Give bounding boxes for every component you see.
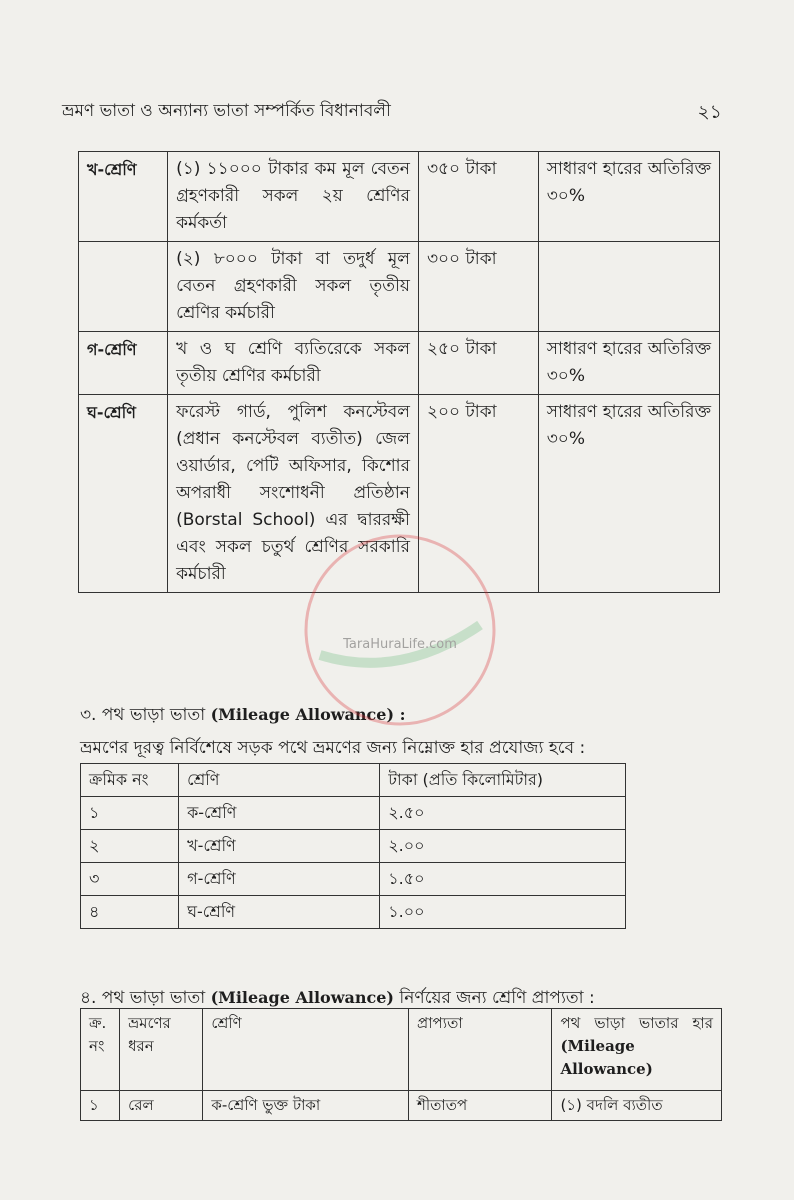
description-cell: (২) ৮০০০ টাকা বা তদুর্ধ মূল বেতন গ্রহণকারী সকল তৃতীয় শ্রেণির কর্মচারী <box>168 242 419 332</box>
rate-cell: (১) বদলি ব্যতীত <box>552 1091 722 1121</box>
grade-cell: খ-শ্রেণি <box>79 152 168 242</box>
header-mileage-rate-bn: পথ ভাড়া ভাতার হার <box>560 1014 713 1032</box>
watermark-logo <box>300 530 500 730</box>
grade-cell: ঘ-শ্রেণি <box>79 395 168 593</box>
table-row <box>79 242 720 332</box>
page-header <box>62 98 722 126</box>
section-3-intro: ভ্রমণের দূরত্ব নির্বিশেষে সড়ক পথে ভ্রমণের জন্য নিম্নোক্ত হার প্রযোজ্য হবে : <box>80 738 586 758</box>
note-cell: সাধারণ হারের অতিরিক্ত ৩০% <box>538 152 719 242</box>
header-title: ভ্রমণ ভাতা ও অন্যান্য ভাতা সম্পর্কিত বিধানাবলী <box>62 101 391 121</box>
note-cell: সাধারণ হারের অতিরিক্ত ৩০% <box>538 395 719 593</box>
daily-allowance-table <box>78 151 720 593</box>
table-row <box>81 863 626 896</box>
serial-cell: ১ <box>81 1091 120 1121</box>
header-entitlement: প্রাপ্যতা <box>409 1009 552 1091</box>
grade-cell: ঘ-শ্রেণি <box>179 896 380 929</box>
header-grade: শ্রেণি <box>179 764 380 797</box>
table-row <box>81 830 626 863</box>
header-mileage-rate-en: (Mileage Allowance) <box>560 1037 653 1078</box>
page-number: ২১ <box>697 101 722 123</box>
header-rate: টাকা (প্রতি কিলোমিটার) <box>380 764 626 797</box>
section-3-heading-bn: ৩. পথ ভাড়া ভাতা <box>80 705 206 725</box>
header-mileage-rate <box>552 1009 722 1091</box>
entitlement-cell: শীতাতপ <box>409 1091 552 1121</box>
mileage-rate-table <box>80 763 626 929</box>
rate-cell: ৩০০ টাকা <box>418 242 538 332</box>
grade-cell: গ-শ্রেণি <box>79 332 168 395</box>
table-header-row <box>81 764 626 797</box>
rate-cell: ১.০০ <box>380 896 626 929</box>
header-grade: শ্রেণি <box>203 1009 409 1091</box>
note-cell: সাধারণ হারের অতিরিক্ত ৩০% <box>538 332 719 395</box>
header-serial: ক্র. নং <box>81 1009 120 1091</box>
grade-cell <box>79 242 168 332</box>
serial-cell: ৪ <box>81 896 179 929</box>
grade-cell: খ-শ্রেণি <box>179 830 380 863</box>
table-row <box>81 797 626 830</box>
grade-cell: ক-শ্রেণি <box>179 797 380 830</box>
rate-cell: ৩৫০ টাকা <box>418 152 538 242</box>
header-travel-type: ভ্রমণের ধরন <box>120 1009 203 1091</box>
serial-cell: ১ <box>81 797 179 830</box>
rate-cell: ২.৫০ <box>380 797 626 830</box>
mileage-entitlement-table <box>80 1008 722 1121</box>
table-row <box>79 332 720 395</box>
travel-type-cell: রেল <box>120 1091 203 1121</box>
serial-cell: ৩ <box>81 863 179 896</box>
note-cell <box>538 242 719 332</box>
section-4-heading-bn: ৪. পথ ভাড়া ভাতা <box>80 988 206 1008</box>
section-4-heading-tail: নির্ণয়ের জন্য শ্রেণি প্রাপ্যতা : <box>399 988 595 1008</box>
section-4-heading-en: (Mileage Allowance) <box>210 988 394 1007</box>
header-serial: ক্রমিক নং <box>81 764 179 797</box>
rate-cell: ২০০ টাকা <box>418 395 538 593</box>
grade-cell: ক-শ্রেণি ভুক্ত টাকা <box>203 1091 409 1121</box>
section-3-heading-en: (Mileage Allowance) : <box>210 705 406 724</box>
table-row <box>81 896 626 929</box>
serial-cell: ২ <box>81 830 179 863</box>
description-cell: ফরেস্ট গার্ড, পুলিশ কনস্টেবল (প্রধান কনস্টেবল ব্যতীত) জেল ওয়ার্ডার, পেটি অফিসার, কিশোর অপরাধী সংশোধনী প্রতিষ্ঠান (Borstal School) এর দ্বাররক্ষী এবং সকল চতুর্থ শ্রেণির সরকারি কর্মচারী <box>168 395 419 593</box>
table-header-row <box>81 1009 722 1091</box>
rate-cell: ২.০০ <box>380 830 626 863</box>
description-cell: (১) ১১০০০ টাকার কম মূল বেতন গ্রহণকারী সকল ২য় শ্রেণির কর্মকর্তা <box>168 152 419 242</box>
grade-cell: গ-শ্রেণি <box>179 863 380 896</box>
watermark-text: TaraHuraLife.com <box>343 637 457 652</box>
table-row <box>81 1091 722 1121</box>
table-row <box>79 152 720 242</box>
rate-cell: ১.৫০ <box>380 863 626 896</box>
description-cell: খ ও ঘ শ্রেণি ব্যতিরেকে সকল তৃতীয় শ্রেণির কর্মচারী <box>168 332 419 395</box>
rate-cell: ২৫০ টাকা <box>418 332 538 395</box>
